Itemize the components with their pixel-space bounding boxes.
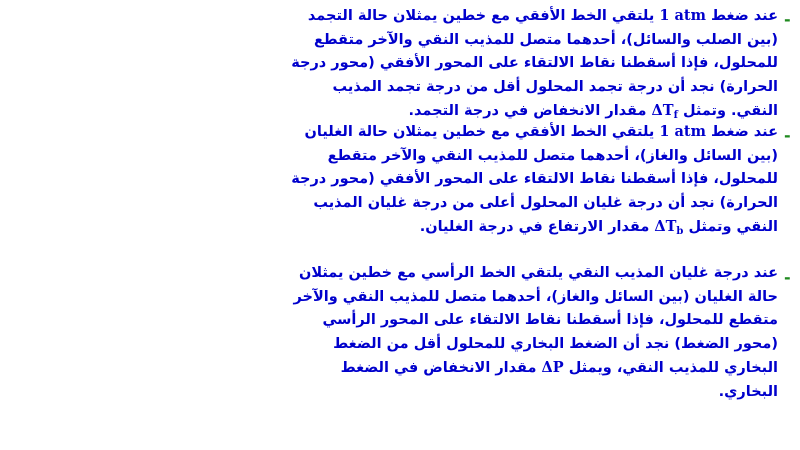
text-fragment: عند ضغط (711, 8, 778, 24)
bullet-text (288, 4, 778, 128)
symbol-subscript: b (676, 226, 684, 237)
pressure-unit: 1 atm (659, 7, 706, 24)
text-fragment: مقدار الانخفاض في الضغط البخاري. (340, 360, 778, 400)
text-fragment: يلتقي الخط الأفقي مع خطين يمثلان حالة الغليان (بين السائل والغاز)، أحدهما متصل للمذيب النقي والآخر متقطع للمحلول، فإذا أسقطنا نقاط الالتقاء على المحور الأفقي (محور درجة الحرارة) نجد أن درجة غليان المحلول أعلى من درجة غليان المذيب النقي وتمثل (291, 124, 778, 235)
symbol-base: ΔT (654, 218, 677, 235)
symbol-base: ΔT (651, 102, 674, 119)
delta-symbol (654, 218, 683, 235)
symbol-subscript: f (673, 110, 678, 121)
text-fragment: عند درجة غليان المذيب النقي يلتقي الخط الرأسي مع خطين يمثلان حالة الغليان (بين السائل والغاز)، أحدهما متصل للمذيب النقي والآخر متقطع للمحلول، فإذا أسقطنا نقاط الالتقاء على المحور الرأسي (محور الضغط) نجد أن الضغط البخاري للمحلول أقل من الضغط البخاري للمذيب النقي، ويمثل (293, 265, 778, 376)
bullet-marker: - (784, 268, 791, 287)
bullet-text (286, 262, 778, 404)
delta-symbol (652, 102, 678, 119)
delta-symbol: ΔP (541, 359, 564, 376)
bullet-boiling-point (288, 120, 778, 244)
bullet-vapor-pressure (286, 262, 778, 404)
pressure-unit: 1 atm (659, 123, 706, 140)
bullet-text (288, 120, 778, 244)
bullet-marker: - (784, 126, 791, 145)
bullet-freezing-point (288, 4, 778, 128)
text-fragment: عند ضغط (711, 124, 778, 140)
text-fragment: مقدار الارتفاع في درجة الغليان. (419, 219, 650, 235)
bullet-marker: - (784, 10, 791, 29)
text-fragment: يلتقي الخط الأفقي مع خطين يمثلان حالة التجمد (بين الصلب والسائل)، أحدهما متصل للمذيب النقي والآخر متقطع للمحلول، فإذا أسقطنا نقاط الالتقاء على المحور الأفقي (محور درجة الحرارة) نجد أن درجة تجمد المحلول أقل من درجة تجمد المذيب النقي. وتمثل (291, 8, 778, 119)
text-fragment: مقدار الانخفاض في درجة التجمد. (408, 103, 647, 119)
